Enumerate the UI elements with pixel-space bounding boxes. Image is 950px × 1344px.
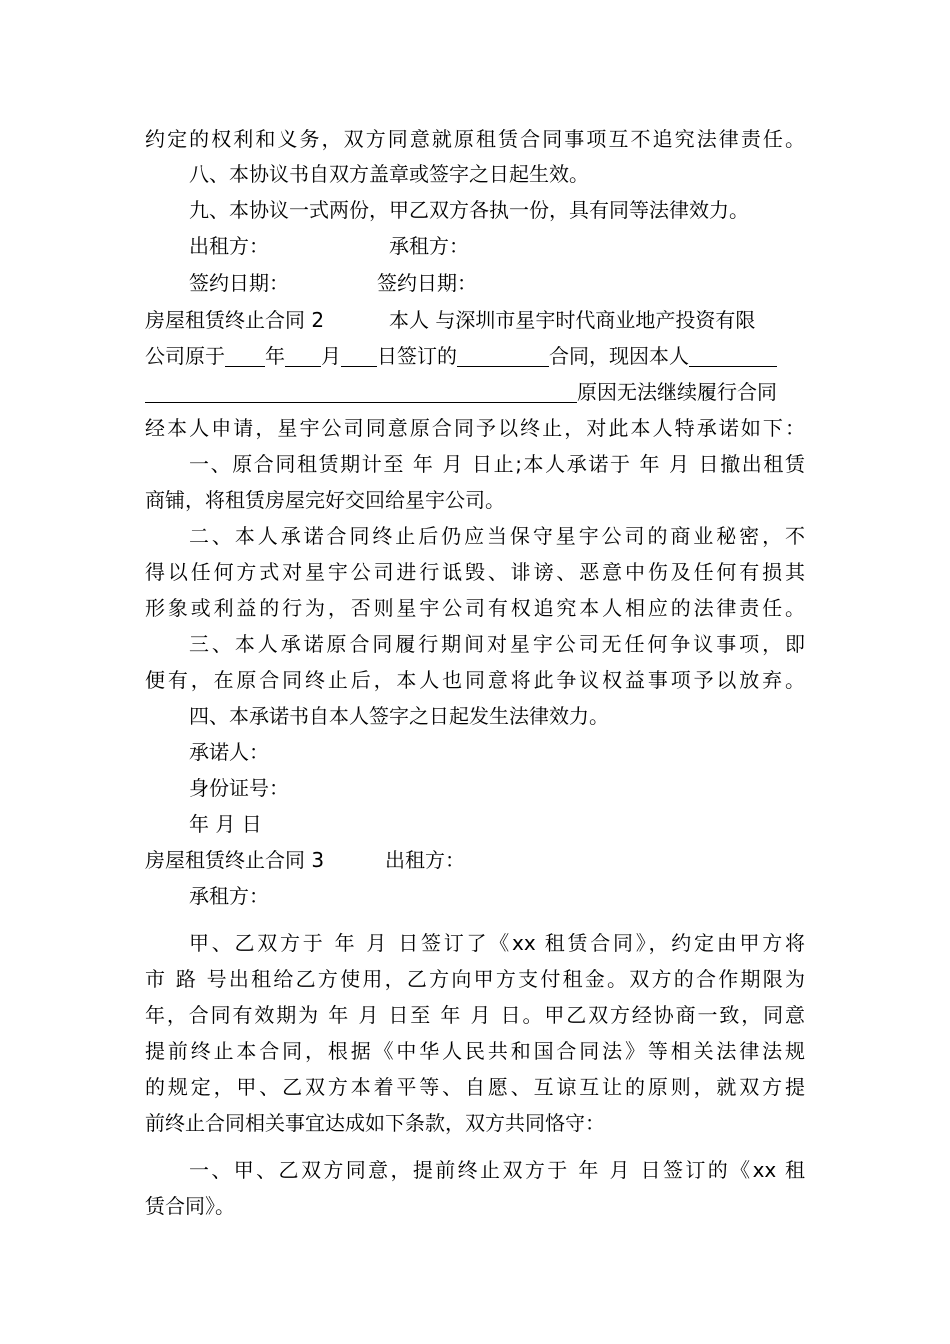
promisor-label: 承诺人：	[189, 740, 269, 764]
item-3-line-a: 三、本人承诺原合同履行期间对星宇公司无任何争议事项，即	[189, 632, 805, 656]
item-2-line-c: 形象或利益的行为，否则星宇公司有权追究本人相应的法律责任。	[145, 596, 805, 620]
blank-line	[457, 344, 549, 367]
blank-line	[225, 344, 265, 367]
intro-line-c	[145, 377, 777, 407]
lessee-label: 承租方：	[389, 234, 469, 258]
intro-line-a: 本人 与深圳市星宇时代商业地产投资有限	[389, 308, 756, 332]
intro-text-4: 日签订的	[377, 344, 457, 368]
blank-line	[689, 344, 777, 367]
item-1-line-b: 商铺，将租赁房屋完好交回给星宇公司。	[145, 488, 505, 512]
para-line-c: 年，合同有效期为 年 月 日至 年 月 日。甲乙双方经协商一致，同意	[145, 1003, 805, 1027]
date-line: 年 月 日	[189, 812, 262, 836]
item-1-3-line-a: 一、甲、乙双方同意，提前终止双方于 年 月 日签订的《xx 租	[189, 1158, 805, 1182]
blank-line	[145, 380, 577, 403]
intro-text-3: 月	[321, 344, 341, 368]
item-2-line-b: 得以任何方式对星宇公司进行诋毁、诽谤、恶意中伤及任何有损其	[145, 560, 805, 584]
para-line-d: 提前终止本合同，根据《中华人民共和国合同法》等相关法律法规	[145, 1039, 805, 1063]
intro-text-2: 年	[265, 344, 285, 368]
para-line-e: 的规定，甲、乙双方本着平等、自愿、互谅互让的原则，就双方提	[145, 1075, 805, 1099]
sign-date-right: 签约日期：	[377, 271, 477, 295]
intro-text-6: 原因无法继续履行合同	[577, 380, 777, 404]
para-line-b: 市 路 号出租给乙方使用，乙方向甲方支付租金。双方的合作期限为	[145, 967, 805, 991]
lessee-label-3: 承租方：	[189, 884, 269, 908]
para-line-f: 前终止合同相关事宜达成如下条款，双方共同恪守：	[145, 1111, 605, 1135]
lessor-label-3: 出租方：	[385, 848, 465, 872]
para-line-a: 甲、乙双方于 年 月 日签订了《xx 租赁合同》，约定由甲方将	[189, 931, 805, 955]
item-1-3-line-b: 赁合同》。	[145, 1194, 235, 1218]
id-number-label: 身份证号：	[189, 776, 289, 800]
item-3-line-b: 便有，在原合同终止后，本人也同意将此争议权益事项予以放弃。	[145, 668, 805, 692]
intro-line-d: 经本人申请，星宇公司同意原合同予以终止，对此本人特承诺如下：	[145, 416, 805, 440]
signature-row-lessor	[189, 231, 269, 261]
intro-line-b	[145, 341, 777, 371]
lessor-label: 出租方：	[189, 234, 269, 258]
clause-9: 九、本协议一式两份，甲乙双方各执一份，具有同等法律效力。	[189, 198, 749, 222]
signature-row-lessee	[389, 231, 469, 261]
sign-date-left: 签约日期：	[189, 271, 289, 295]
intro-text-5: 合同，现因本人	[549, 344, 689, 368]
clause-8: 八、本协议书自双方盖章或签字之日起生效。	[189, 162, 589, 186]
blank-line	[341, 344, 377, 367]
intro-text-1: 公司原于	[145, 344, 225, 368]
section-title-2: 房屋租赁终止合同 2	[145, 308, 325, 332]
blank-line	[285, 344, 321, 367]
item-1-line-a: 一、原合同租赁期计至 年 月 日止;本人承诺于 年 月 日撤出租赁	[189, 452, 805, 476]
item-4: 四、本承诺书自本人签字之日起发生法律效力。	[189, 704, 609, 728]
item-2-line-a: 二、本人承诺合同终止后仍应当保守星宇公司的商业秘密，不	[189, 524, 805, 548]
section-title-3: 房屋租赁终止合同 3	[145, 848, 325, 872]
paragraph-line: 约定的权利和义务，双方同意就原租赁合同事项互不追究法律责任。	[145, 127, 805, 151]
